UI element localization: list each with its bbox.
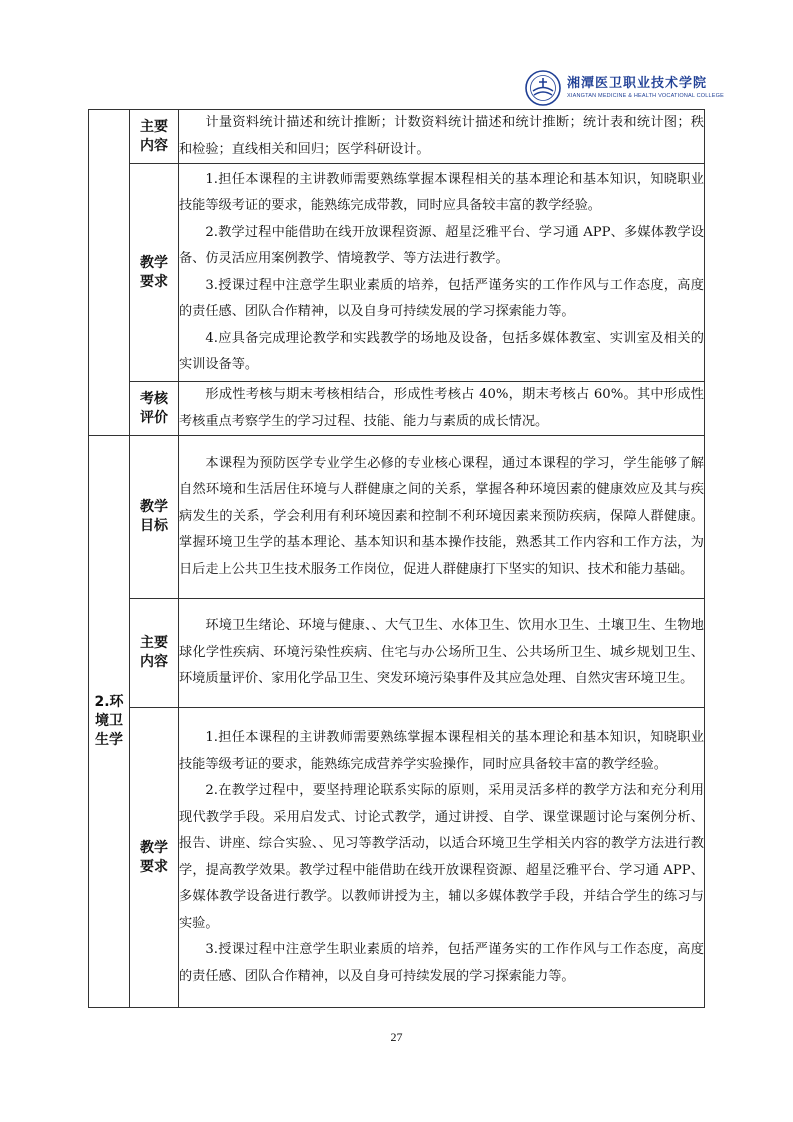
table-row — [89, 708, 705, 1008]
row-content: 1.担任本课程的主讲教师需要熟练掌握本课程相关的基本理论和基本知识，知晓职业技能等级考证的要求，能熟练完成带教，同时应具备较丰富的教学经验。 2.教学过程中能借助在线开放课程资源、超星泛雅平台、学习通 APP、多媒体教学设备、仿灵活应用案例教学、情境教学、等方法进行教学。 3.授课过程中注意学生职业素质的培养，包括严谨务实的工作作风与工作态度，高度的责任感、团队合作精神，以及自身可持续发展的学习探索能力等。 4.应具备完成理论教学和实践教学的场地及设备，包括多媒体教室、实训室及相关的实训设备等。 — [179, 164, 705, 382]
row-label: 主要 内容 — [130, 599, 179, 708]
college-name-cn: 湘潭医卫职业技术学院 — [567, 76, 708, 91]
row-content: 环境卫生绪论、环境与健康、、大气卫生、水体卫生、饮用水卫生、土壤卫生、生物地球化学性疾病、环境污染性疾病、住宅与办公场所卫生、公共场所卫生、城乡规划卫生、环境质量评价、家用化学品卫生、突发环境污染事件及其应急处理、自然灾害环境卫生。 — [179, 599, 705, 708]
row-content: 本课程为预防医学专业学生必修的专业核心课程，通过本课程的学习，学生能够了解自然环境和生活居住环境与人群健康之间的关系，掌握各种环境因素的健康效应及其与疾病发生的关系，学会利用有利环境因素和控制不利环境因素来预防疾病，保障人群健康。掌握环境卫生学的基本理论、基本知识和基本操作技能，熟悉其工作内容和工作方法，为日后走上公共卫生技术服务工作岗位，促进人群健康打下坚实的知识、技术和能力基础。 — [179, 436, 705, 599]
row-content: 形成性考核与期末考核相结合，形成性考核占 40%，期末考核占 60%。其中形成性考核重点考察学生的学习过程、技能、能力与素质的成长情况。 — [179, 382, 705, 436]
table-row — [89, 164, 705, 382]
table-row — [89, 382, 705, 436]
row-label: 教学 目标 — [130, 436, 179, 599]
table-row — [89, 599, 705, 708]
curriculum-table — [88, 109, 705, 1008]
table-row — [89, 436, 705, 599]
college-logo — [525, 70, 750, 106]
college-emblem-icon — [525, 70, 561, 106]
row-label: 主要 内容 — [130, 110, 179, 164]
course-name-cell: 2.环境卫生学 — [89, 436, 130, 1008]
row-label: 教学 要求 — [130, 708, 179, 1008]
page-number: 27 — [390, 1030, 403, 1044]
row-label: 教学 要求 — [130, 164, 179, 382]
row-content: 计量资料统计描述和统计推断；计数资料统计描述和统计推断；统计表和统计图；秩和检验；直线相关和回归；医学科研设计。 — [179, 110, 705, 164]
table-row — [89, 110, 705, 164]
row-label: 考核 评价 — [130, 382, 179, 436]
college-name-en: XIANGTAN MEDICINE & HEALTH VOCATIONAL COLLEGE — [567, 93, 725, 99]
prev-course-name-cell — [89, 110, 130, 436]
row-content: 1.担任本课程的主讲教师需要熟练掌握本课程相关的基本理论和基本知识，知晓职业技能等级考证的要求，能熟练完成营养学实验操作，同时应具备较丰富的教学经验。 2.在教学过程中，要坚持理论联系实际的原则，采用灵活多样的教学方法和充分利用现代教学手段。采用启发式、讨论式教学，通过讲授、自学、课堂课题讨论与案例分析、报告、讲座、综合实验、、见习等教学活动，以适合环境卫生学相关内容的教学方法进行教学，提高教学效果。教学过程中能借助在线开放课程资源、超星泛雅平台、学习通 APP、多媒体教学设备进行教学。以教师讲授为主，辅以多媒体教学手段，并结合学生的练习与实验。 3.授课过程中注意学生职业素质的培养，包括严谨务实的工作作风与工作态度，高度的责任感、团队合作精神，以及自身可持续发展的学习探索能力等。 — [179, 708, 705, 1008]
